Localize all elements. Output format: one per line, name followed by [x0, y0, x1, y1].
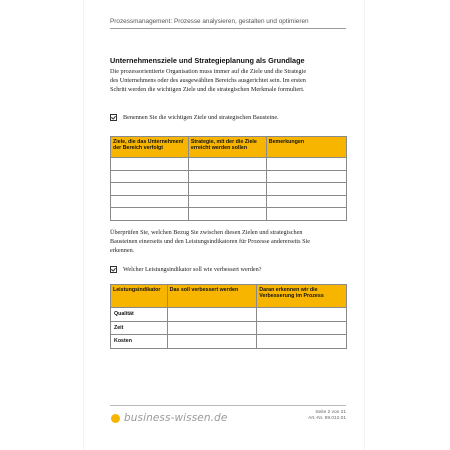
intro-paragraph: Die prozessorientierte Organisation muss immer auf die Ziele und die Strategie des Unternehmens oder des ausgewählten Bereichs ausgerichtet sein. Im ersten Schritt werden die wichtigen Ziele und die strategischen Merkmale formuliert. [110, 68, 307, 94]
indicator-table [110, 284, 347, 349]
table-row [111, 183, 347, 196]
table-row [111, 158, 347, 171]
footer-divider [110, 405, 346, 406]
table-row [111, 208, 347, 221]
header-divider [110, 28, 346, 29]
page-number: Seite 2 von 21 [315, 410, 346, 415]
task-2 [110, 266, 262, 273]
table-cell[interactable] [266, 195, 346, 208]
paragraph-2: Überprüfen Sie, welchen Bezug Sie zwischen diesen Zielen und strategischen Bausteinen einerseits und den Leistungsindikatoren für Prozesse andererseits Sie erkennen. [110, 229, 311, 255]
running-header: Prozessmanagement: Prozesse analysieren, gestalten und optimieren [110, 18, 309, 25]
logo-text: business-wissen.de [124, 412, 228, 424]
task-1 [110, 114, 279, 121]
table-cell[interactable] [111, 183, 189, 196]
table-cell[interactable] [167, 308, 257, 322]
table2-header-indicator: Leistungsindikator [111, 285, 168, 308]
table-cell[interactable] [188, 208, 266, 221]
table1-header-goals: Ziele, die das Unternehmen/ der Bereich verfolgt [111, 137, 189, 158]
article-number: Art.-Nr. 99.012.01 [308, 416, 346, 421]
checkbox-icon [110, 266, 117, 273]
table-row [111, 321, 347, 335]
logo-dot-icon [111, 414, 120, 423]
table-cell[interactable] [266, 208, 346, 221]
table2-header-recognize: Daran erkennen wir die Verbesserung im Prozess [257, 285, 347, 308]
footer-logo [111, 412, 227, 424]
table-row [111, 335, 347, 349]
checkbox-icon [110, 114, 117, 121]
table-cell[interactable] [266, 158, 346, 171]
goals-table [110, 136, 347, 221]
table-row [111, 195, 347, 208]
table1-header-remarks: Bemerkungen [266, 137, 346, 158]
table-cell[interactable] [266, 170, 346, 183]
table-cell[interactable] [111, 195, 189, 208]
table-cell[interactable] [111, 170, 189, 183]
table-cell[interactable] [188, 195, 266, 208]
table2-header-improve: Das soll verbessert werden [167, 285, 257, 308]
table-cell[interactable] [167, 335, 257, 349]
table-row [111, 170, 347, 183]
table-cell[interactable] [257, 335, 347, 349]
table-cell[interactable] [266, 183, 346, 196]
table-cell[interactable] [111, 158, 189, 171]
table-cell[interactable] [111, 208, 189, 221]
table-cell[interactable] [257, 321, 347, 335]
task-2-text: Welcher Leistungsindikator soll wie verbessert werden? [123, 266, 262, 273]
table-row [111, 308, 347, 322]
row-label-quality: Qualität [111, 308, 168, 322]
row-label-time: Zeit [111, 321, 168, 335]
table-cell[interactable] [188, 170, 266, 183]
table-cell[interactable] [188, 158, 266, 171]
table-cell[interactable] [167, 321, 257, 335]
table-cell[interactable] [257, 308, 347, 322]
row-label-costs: Kosten [111, 335, 168, 349]
page-info [280, 410, 346, 422]
table1-header-strategy: Strategie, mit der die Ziele erreicht werden sollen [188, 137, 266, 158]
section-title: Unternehmensziele und Strategieplanung als Grundlage [110, 56, 305, 65]
task-1-text: Benennen Sie die wichtigen Ziele und strategischen Bausteine. [123, 114, 279, 121]
table-cell[interactable] [188, 183, 266, 196]
